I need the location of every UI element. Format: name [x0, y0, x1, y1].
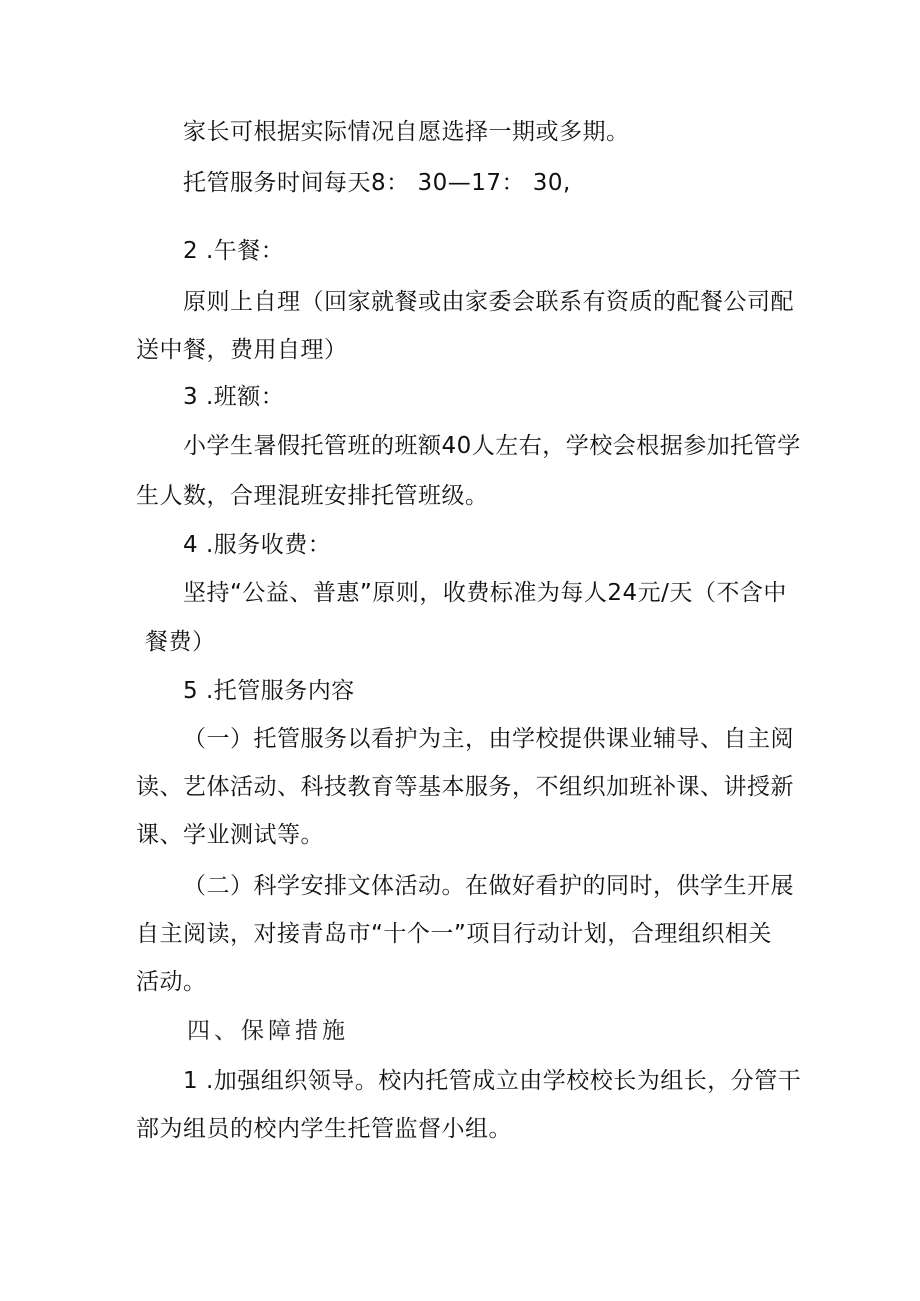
- paragraph-line-10: 读、艺体活动、科技教育等基本服务，不组织加班补课、讲授新: [136, 774, 794, 800]
- section-heading-service-content: 5 .托管服务内容: [183, 678, 355, 704]
- paragraph-line-11: 课、学业测试等。: [136, 822, 324, 848]
- paragraph-line-14: 活动。: [136, 969, 207, 995]
- paragraph-line-4: 送中餐，费用自理）: [136, 337, 348, 363]
- paragraph-line-2: 托管服务时间每天8： 30—17： 30,: [183, 170, 571, 196]
- section-heading-safeguards: 四、保障措施: [187, 1018, 349, 1044]
- paragraph-line-12: （二）科学安排文体活动。在做好看护的同时，供学生开展: [183, 873, 794, 899]
- section-heading-fees: 4 .服务收费：: [183, 532, 332, 558]
- paragraph-line-6: 生人数，合理混班安排托管班级。: [136, 483, 489, 509]
- paragraph-line-15: 1 .加强组织领导。校内托管成立由学校校长为组长，分管干: [183, 1068, 802, 1094]
- paragraph-line-3: 原则上自理（回家就餐或由家委会联系有资质的配餐公司配: [183, 289, 794, 315]
- section-heading-lunch: 2 .午餐：: [183, 238, 285, 264]
- paragraph-line-8: 餐费）: [145, 629, 216, 655]
- paragraph-line-5: 小学生暑假托管班的班额40人左右，学校会根据参加托管学: [183, 433, 801, 459]
- paragraph-line-16: 部为组员的校内学生托管监督小组。: [136, 1116, 512, 1142]
- paragraph-line-13: 自主阅读，对接青岛市“十个一”项目行动计划，合理组织相关: [136, 921, 772, 947]
- paragraph-line-9: （一）托管服务以看护为主，由学校提供课业辅导、自主阅: [183, 726, 794, 752]
- paragraph-line-1: 家长可根据实际情况自愿选择一期或多期。: [183, 119, 630, 145]
- paragraph-line-7: 坚持“公益、普惠”原则，收费标准为每人24元/天（不含中: [183, 580, 787, 606]
- section-heading-class-size: 3 .班额：: [183, 384, 285, 410]
